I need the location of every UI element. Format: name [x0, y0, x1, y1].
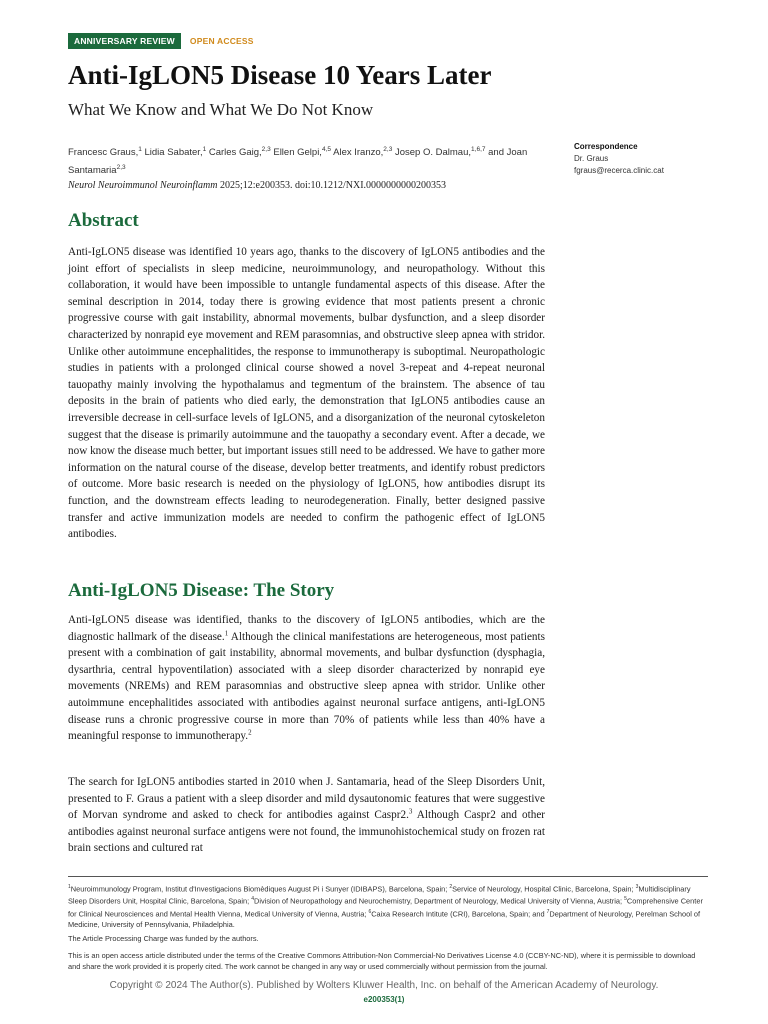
article-title: Anti-IgLON5 Disease 10 Years Later [68, 60, 492, 90]
affiliation-marker: 7 [546, 908, 550, 915]
author-affiliation-marker: 2,3 [383, 146, 393, 153]
affiliation-marker: 6 [368, 908, 372, 915]
author-list [68, 142, 538, 178]
abstract-heading: Abstract [68, 210, 139, 231]
journal-name: Neurol Neuroimmunol Neuroinflamm [68, 180, 218, 191]
affiliation-text: Service of Neurology, Hospital Clinic, Barcelona, Spain; [452, 884, 636, 894]
copyright-line: Copyright © 2024 The Author(s). Published by Wolters Kluwer Health, Inc. on behalf of the American Academy of Neurology. [109, 980, 659, 991]
story-p1-text-a: Anti-IgLON5 disease was identified, thanks to the discovery of IgLON5 antibodies, which are the diagnostic hallmark of the disease. [68, 614, 545, 643]
footnote-divider [68, 876, 708, 877]
correspondence-email[interactable]: fgraus@recerca.clinic.cat [574, 166, 664, 175]
author-affiliation-marker: 1 [138, 146, 142, 153]
story-heading: Anti-IgLON5 Disease: The Story [68, 580, 335, 601]
apc-footnote: The Article Processing Charge was funded by the authors. [68, 934, 259, 943]
author-name: Alex Iranzo, [333, 147, 384, 159]
author-name: Ellen Gelpi, [273, 147, 322, 159]
affiliation-marker: 3 [635, 884, 639, 890]
affiliation-marker: 5 [624, 896, 627, 903]
author-affiliation-marker: 1,6,7 [471, 146, 486, 153]
affiliation-text: Caixa Research Intitute (CRI), Barcelona, Spain; and [371, 909, 547, 919]
author-affiliation-marker: 1 [202, 146, 207, 153]
anniversary-review-badge: ANNIVERSARY REVIEW [68, 33, 181, 49]
correspondence-label: Correspondence [574, 142, 638, 151]
affiliation-text: Department of Neurology, Perelman School of Medicine, University of Pennsylvania, Philadelphia. [68, 909, 701, 930]
reference-1[interactable]: 1 [224, 628, 229, 637]
correspondence-name: Dr. Graus [574, 154, 609, 163]
author-name: Carles Gaig, [208, 147, 262, 159]
page-id: e200353(1) [363, 995, 405, 1004]
article-badges [68, 33, 254, 49]
author-name: Joan Santamaria [68, 147, 528, 177]
affiliation-text: Neuroimmunology Program, Institut d'Investigacions Biomèdiques August Pi i Sunyer (IDIBAPS), Barcelona, Spain; [70, 884, 450, 894]
author-name: Francesc Graus, [68, 147, 139, 159]
article-subtitle: What We Know and What We Do Not Know [68, 100, 374, 119]
affiliation-text: Division of Neuropathology and Neurochemistry, Department of Neurology, Medical University of Vienna, Austria; [254, 896, 625, 906]
author-affiliation-marker: 2,3 [116, 164, 126, 172]
affiliation-marker: 1 [68, 884, 71, 890]
reference-3[interactable]: 3 [408, 807, 413, 816]
citation-line [68, 180, 446, 191]
affiliation-text: Multidisciplinary Sleep Disorders Unit, Hospital Clinic, Barcelona, Spain; [68, 884, 691, 906]
story-p1-text-b: Although the clinical manifestations are heterogeneous, most patients present with a combination of gait instability, abnormal movements, and bulbar dysfunction (dysphagia, dysarthria, central hypoventilation) associated with a sleep disorder characterized by nonrapid eye movements (NREMs) and REM parasomnias and obstructive sleep apnea with stridor. Unlike other autoimmune encephalitides associated with antibodies against neuronal surface antigens, anti-IgLON5 disease runs a chronic progressive course in more than 70% of patients while less than 40% have a meaningful response to immunotherapy. [68, 630, 545, 743]
affiliation-marker: 4 [251, 896, 254, 903]
license-footnote: This is an open access article distributed under the terms of the Creative Commons Attribution-Non Commercial-No Derivatives License 4.0 (CCBY-NC-ND), where it is permissible to download and share the work provided it is properly cited. The work cannot be changed in any way or used commercially without permission from the journal. [68, 951, 696, 971]
reference-2[interactable]: 2 [248, 728, 252, 737]
abstract-text: Anti-IgLON5 disease was identified 10 years ago, thanks to the discovery of IgLON5 antibodies and the joint effort of specialists in sleep medicine, neuroimmunology, and neuropathology. Without this collaboration, it would have been impossible to untangle fundamental aspects of this disease. After the seminal description in 2014, today there is growing evidence that most patients present a chronic progressive course with gait instability, abnormal movements, bulbar dysfunction, and a sleep disorder characterized by nonrapid eye movement and REM parasomnias, and obstructive sleep apnea with stridor. Unlike other autoimmune encephalitides, the response to immunotherapy is suboptimal. Neuropathologic studies in patients with a prolonged clinical course showed a novel 3-repeat and 4-repeat neuronal tauopathy mainly involving the hypothalamus and tegmentum of the brainstem. The absence of tau deposits in the brain of patients who died early, the demonstration that IgLON5 antibodies cause an irreversible decrease in cell-surface levels of IgLON5, and a disorganization of the neuronal cytoskeleton suggest that the disease is primarily autoimmune and the tauopathy a secondary event. After a decade, we now know the disease much better, but important issues still need to be addressed. We have to gather more information on the natural course of the disease, develop better treatments, and identify robust predictors of outcome. More basic research is needed on the physiology of IgLON5, how antibodies disrupt its function, and the downstream effects leading to neurodegeneration. Finally, better designed passive transfer and active immunization models are needed to confirm the pathogenic effect of IgLON5 antibodies. [68, 246, 545, 541]
affiliation-text: Comprehensive Center for Clinical Neurosciences and Mental Health Vienna, Medical University of Vienna, Austria; [68, 896, 703, 919]
affiliations-footnote [68, 882, 708, 930]
open-access-badge: OPEN ACCESS [189, 36, 254, 46]
affiliation-marker: 2 [449, 884, 453, 890]
story-p2-text-a: The search for IgLON5 antibodies started in 2010 when J. Santamaria, head of the Sleep Disorders Unit, presented to F. Graus a patient with a sleep disorder and mild dysautonomic features that were suggestive of Morvan syndrome and asked to check for antibodies against Caspr2. [68, 776, 545, 822]
author-separator: and [485, 147, 507, 159]
author-affiliation-marker: 4,5 [321, 146, 331, 153]
author-affiliation-marker: 2,3 [261, 146, 271, 153]
correspondence-block [574, 141, 664, 177]
author-name: Lidia Sabater, [144, 147, 203, 159]
story-p2-text-b: Although Caspr2 and other antibodies against neuronal surface antigens were not found, the immunohistochemical study on frozen rat brain sections and cultured rat [68, 809, 546, 855]
author-name: Josep O. Dalmau, [394, 147, 472, 159]
story-paragraph-2 [68, 774, 545, 857]
story-paragraph-1 [68, 612, 545, 745]
citation-details: 2025;12:e200353. doi:10.1212/NXI.0000000000200353 [219, 180, 447, 191]
